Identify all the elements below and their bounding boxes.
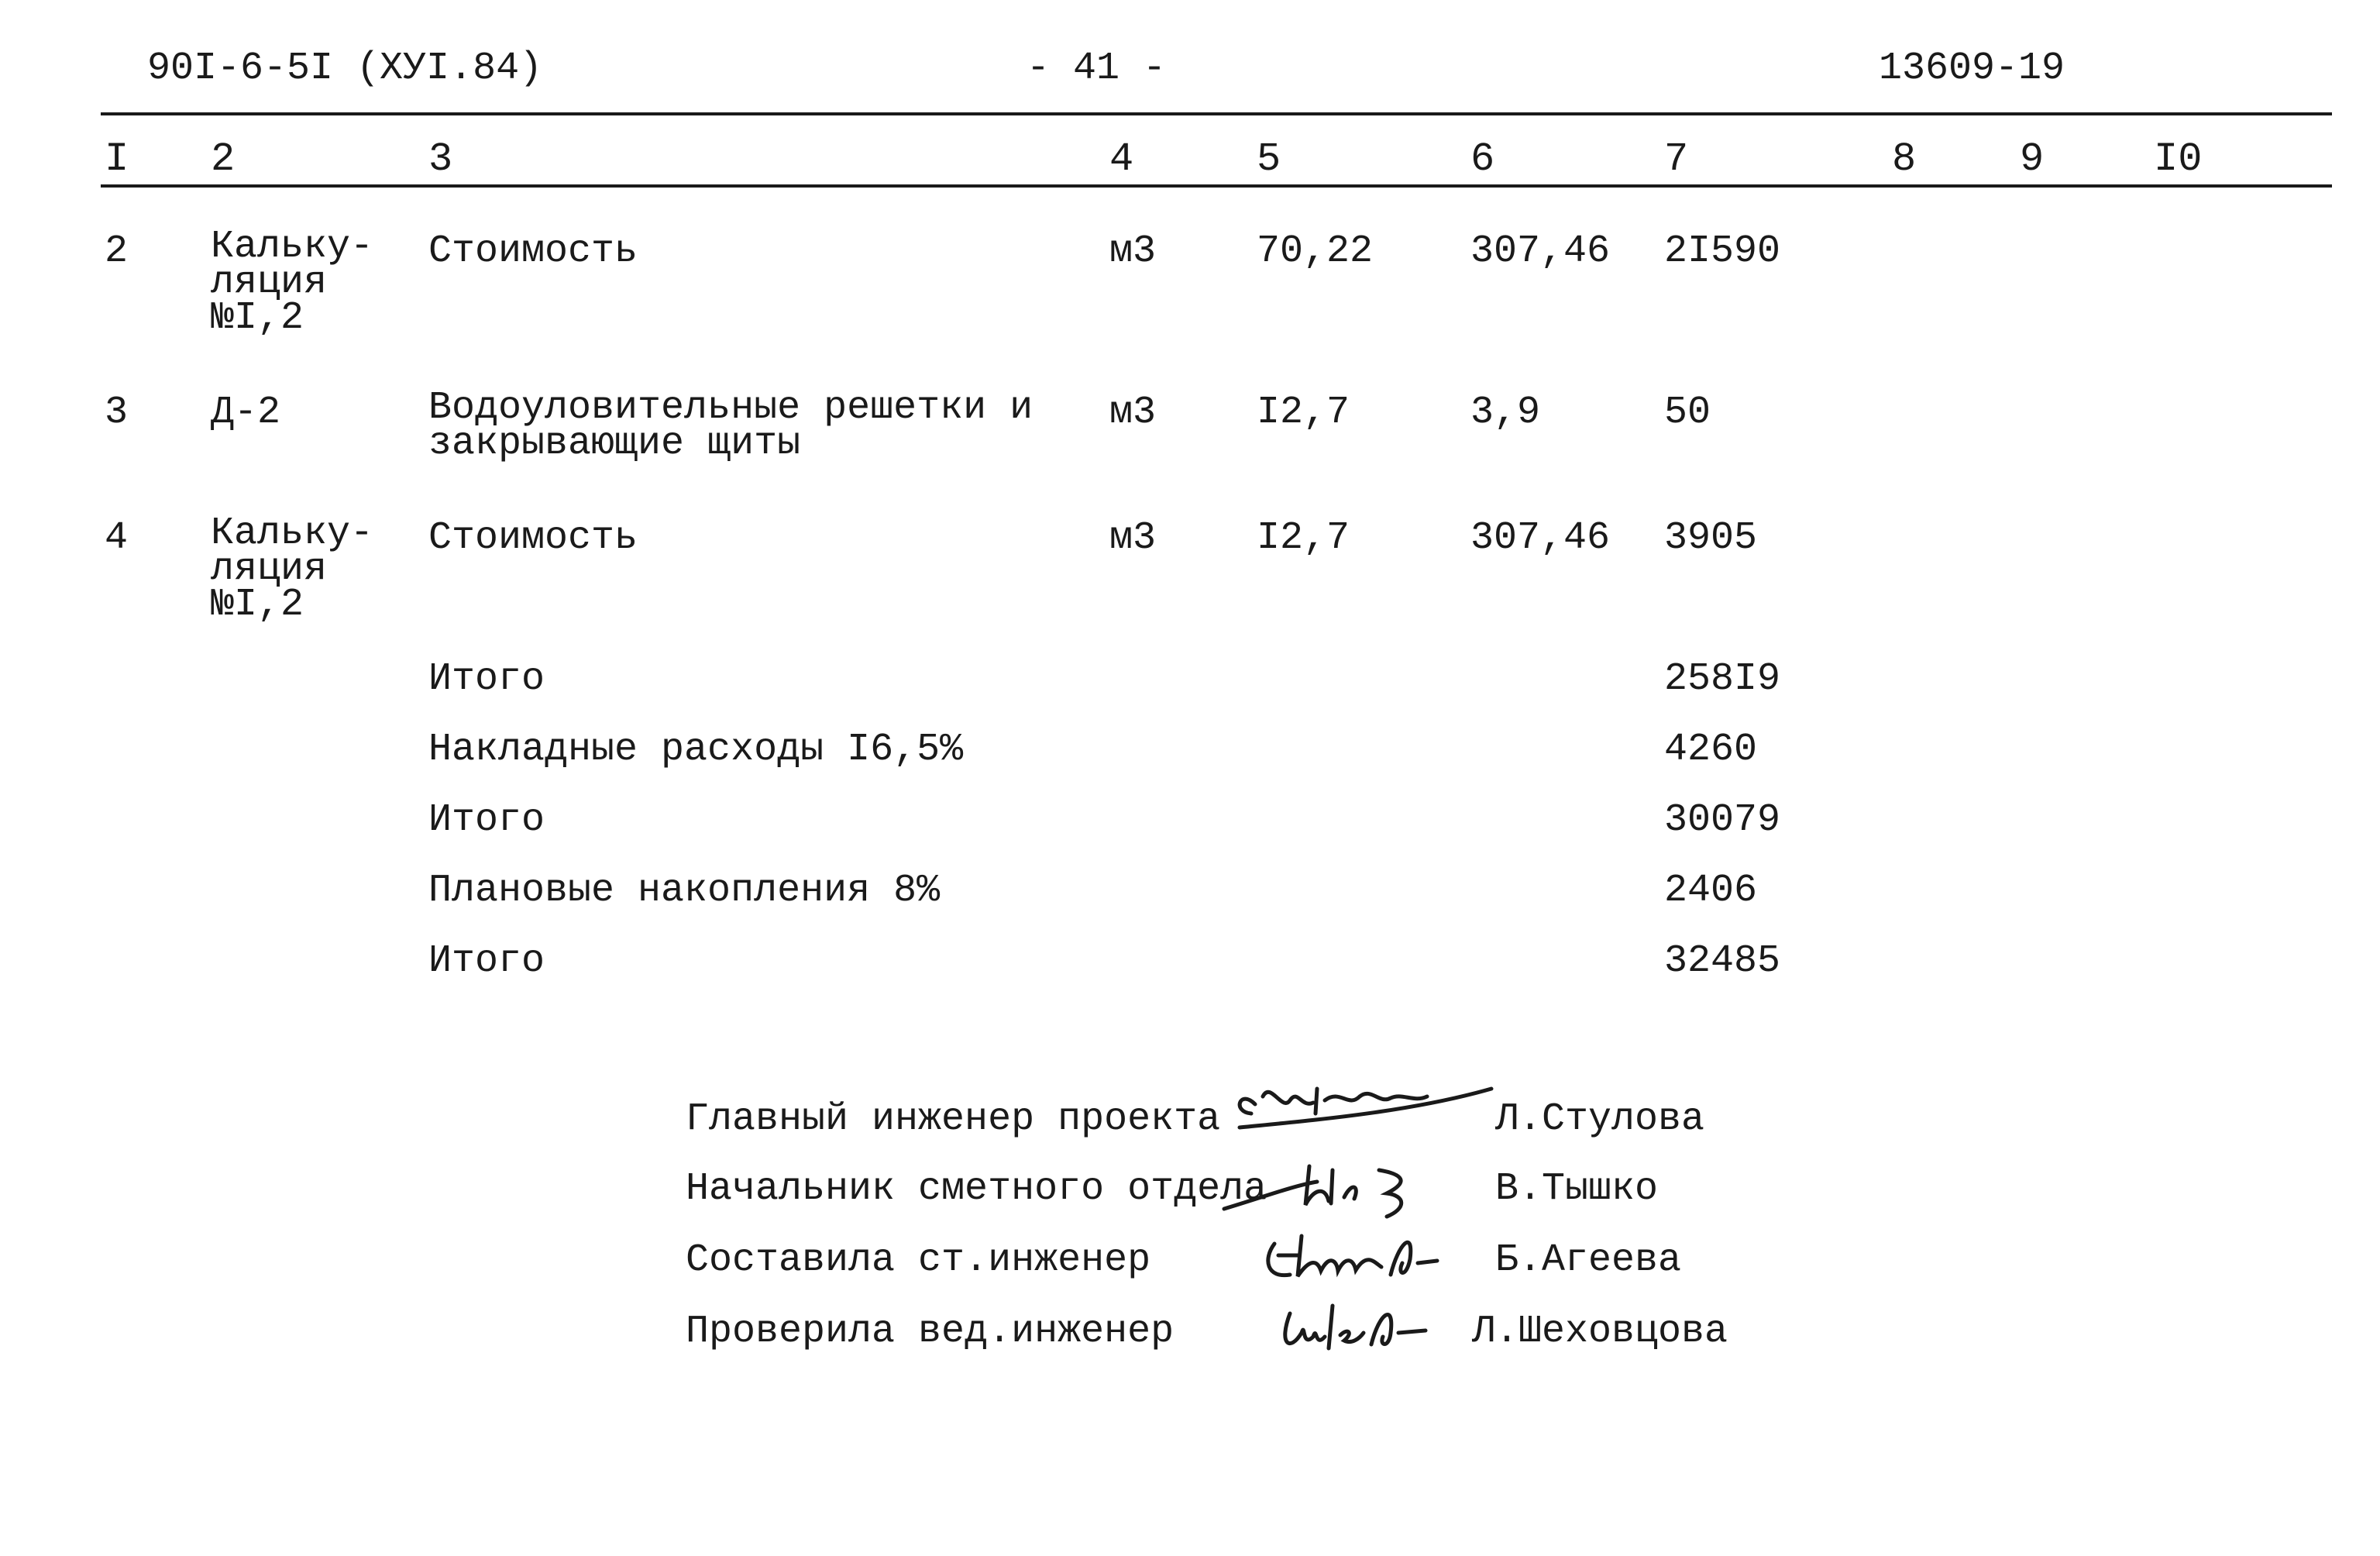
total-label: Итого — [428, 657, 545, 701]
signature-name: Л.Стулова — [1495, 1097, 1705, 1141]
signature-name: Л.Шеховцова — [1472, 1310, 1728, 1354]
row-basis: Кальку- ляция №I,2 — [211, 511, 374, 627]
total-label: Итого — [428, 798, 545, 842]
row-unit-price: 307,46 — [1470, 229, 1611, 274]
row-unit: м3 — [1109, 391, 1157, 435]
row-quantity: 70,22 — [1257, 229, 1374, 274]
row-total: 3905 — [1664, 516, 1758, 560]
row-unit-price: 307,46 — [1470, 516, 1611, 560]
column-number: 2 — [211, 136, 236, 182]
column-number: 5 — [1257, 136, 1281, 182]
row-total: 2I590 — [1664, 229, 1781, 274]
grand-total-value: 32485 — [1664, 939, 1781, 983]
row-unit: м3 — [1109, 229, 1157, 274]
document-code: 90I-6-5I (XУI.84) — [147, 46, 543, 91]
column-number: 3 — [428, 136, 453, 182]
column-number: I — [105, 136, 129, 182]
signature-role: Проверила вед.инженер — [686, 1310, 1175, 1354]
column-number: 6 — [1470, 136, 1495, 182]
column-number: 8 — [1892, 136, 1917, 182]
overhead-label: Накладные расходы I6,5% — [428, 728, 964, 772]
column-number: I0 — [2154, 136, 2203, 182]
row-basis: Кальку- ляция №I,2 — [211, 225, 374, 340]
grand-total-label: Итого — [428, 939, 545, 983]
row-total: 50 — [1664, 391, 1711, 435]
signature-role: Начальник сметного отдела — [686, 1167, 1267, 1211]
column-header-rule — [101, 184, 2332, 188]
sheet-code: 13609-19 — [1879, 46, 2065, 91]
signature-role: Главный инженер проекта — [686, 1097, 1221, 1141]
row-name: Водоуловительные решетки и закрывающие щиты — [428, 386, 1034, 466]
column-number: 7 — [1664, 136, 1689, 182]
row-unit-price: 3,9 — [1470, 391, 1541, 435]
signature-role: Составила ст.инженер — [686, 1238, 1151, 1282]
row-name: Стоимость — [428, 229, 638, 274]
row-quantity: I2,7 — [1257, 391, 1350, 435]
total-value: 30079 — [1664, 798, 1781, 842]
row-number: 3 — [105, 391, 129, 435]
planned-savings-label: Плановые накопления 8% — [428, 869, 941, 913]
signature-4 — [1267, 1290, 1437, 1368]
row-number: 4 — [105, 516, 129, 560]
column-number: 4 — [1109, 136, 1134, 182]
header-rule — [101, 112, 2332, 115]
row-unit: м3 — [1109, 516, 1157, 560]
signature-1 — [1224, 1065, 1503, 1143]
overhead-value: 4260 — [1664, 728, 1758, 772]
planned-savings-value: 2406 — [1664, 869, 1758, 913]
total-value: 258I9 — [1664, 657, 1781, 701]
row-name: Стоимость — [428, 516, 638, 560]
signature-name: В.Тышко — [1495, 1167, 1659, 1211]
signature-name: Б.Агеева — [1495, 1238, 1682, 1282]
signature-3 — [1259, 1220, 1460, 1298]
row-quantity: I2,7 — [1257, 516, 1350, 560]
row-basis: Д-2 — [211, 391, 281, 435]
page-number: - 41 - — [1027, 46, 1167, 91]
row-number: 2 — [105, 229, 129, 274]
column-number: 9 — [2020, 136, 2045, 182]
